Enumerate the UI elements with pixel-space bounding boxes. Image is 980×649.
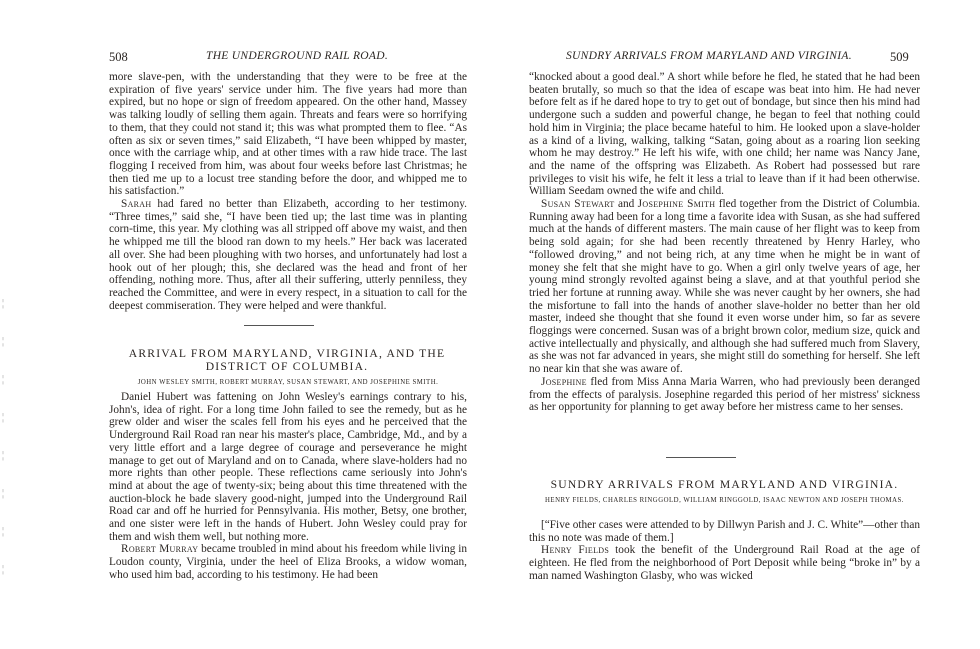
gutter-mark: ¦ [2, 374, 5, 385]
right-column-top [529, 71, 920, 414]
gutter-mark: ¦ [2, 298, 5, 309]
paragraph-text: became troubled in mind about his freedom while living in Loudon county, Virginia, under the heel of Eliza Brooks, a widow woman, who used him bad, according to his testimony. He had been [109, 543, 467, 581]
paragraph [529, 544, 920, 582]
right-column-bottom [529, 519, 920, 583]
paragraph-text: fled from Miss Anna Maria Warren, who had previously been deranged from the effects of paralysis. Josephine regarded this period of her mistress' sickness as her opportunity for planning to get away before her mistress came to her senses. [529, 375, 920, 414]
paragraph: Daniel Hubert was fattening on John Wesley's earnings contrary to his, John's, idea of right. For a long time John failed to see the remedy, but as he grew older and wiser the scales fell from his eyes and he perceived that the Underground Rail Road ran near his master's place, Cambridge, Md., and by a very little effort and a large degree of courage and perseverance he might manage to get out of Maryland and on to Canada, where slave-holders had no more rights than other people. These reflections came seriously into John's mind at about the age of twenty-six; being about this time threatened with the auction-block he bade slavery good-night, jumped into the Underground Rail Road car and off he hurried for Pennsylvania. His mother, Betsy, one brother, and one sister were left in the hands of Hubert. John Wesley could pray for them and wish them well, but nothing more. [109, 391, 467, 543]
right-page [490, 0, 980, 649]
section-title: ARRIVAL FROM MARYLAND, VIRGINIA, AND THE DISTRICT OF COLUMBIA. [128, 347, 446, 373]
paragraph: [“Five other cases were attended to by Dillwyn Parish and J. C. White”—other than this no note was made of them.] [529, 519, 920, 544]
section-divider [244, 325, 314, 326]
person-name: Henry Fields [541, 544, 610, 557]
section-title: SUNDRY ARRIVALS FROM MARYLAND AND VIRGINIA. [550, 478, 899, 491]
page-number: 509 [890, 50, 909, 64]
running-head: SUNDRY ARRIVALS FROM MARYLAND AND VIRGINIA. [566, 50, 852, 62]
section-names: JOHN WESLEY SMITH, ROBERT MURRAY, SUSAN STEWART, AND JOSEPHINE SMITH. [137, 379, 439, 386]
paragraph-text: had fared no better than Elizabeth, according to her testimony. “Three times,” said she, “I have been tied up; the last time was in planting corn-time, this year. My clothing was all stripped off above my waist, and then he whipped me till the blood ran down to my heels.” Her back was lacerated all over. She had been ploughing with two horses, and unfortunately had lost a hook out of her plough; this, she declared was the head and front of her offending, nothing more. Thus, after all their suffering, utterly penniless, they reached the Committee, and were in every respect, in a situation to call for the deepest commiseration. They were helped and were thankful. [109, 198, 467, 312]
person-name: Susan Stewart [541, 198, 615, 211]
gutter-mark: ¦ [2, 564, 5, 575]
gutter-mark: ¦ [2, 412, 5, 423]
gutter-mark: ¦ [2, 488, 5, 499]
paragraph-text: fled together from the District of Columbia. Running away had been for a long time a favorite idea with Susan, as she had suffered much at the hands of different masters. The main cause of her flight was to keep from being sold again; for she had been recently threatened by Henry Harley, who “followed droving,” and not being rich, at any time when he might be in want of money she felt that she might have to go. When a girl only twelve years of age, her young mind strongly revolted against being a slave, and at that youthful period she tried her fortune at running away. While she was never caught by her owners, she had the misfortune to fall into the hands of another slave-holder no better than her old master, indeed she thought that she found it even worse under him, so far as severe floggings were concerned. Susan was of a bright brown color, medium size, quick and active intellectually and physically, and although she had suffered much from Slavery, as she was not far advanced in years, she might still do something for herself. She left no near kin that she was aware of. [529, 198, 920, 376]
left-column-top [109, 71, 467, 312]
person-name: Josephine [541, 375, 587, 388]
paragraph [109, 198, 467, 312]
running-head: THE UNDERGROUND RAIL ROAD. [206, 50, 388, 62]
section-names: HENRY FIELDS, CHARLES RINGGOLD, WILLIAM RINGGOLD, ISAAC NEWTON AND JOSEPH THOMAS. [545, 497, 904, 504]
paragraph-text: and [614, 198, 638, 211]
paragraph: more slave-pen, with the understanding that they were to be free at the expiration of five years' service under him. The five years had more than expired, but no hope or sign of freedom appeared. On the other hand, Massey was talking loudly of selling them again. Threats and fears were so horrifying to them, that they could not stand it; this was what prompted them to flee. “As often as six or seven times,” said Elizabeth, “I have been whipped by master, once with the carriage whip, and at other times with a raw hide trace. The last flogging I received from him, was about four weeks before last Christmas; he then tied me up to a locust tree standing before the door, and whipped me to his satisfaction.” [109, 71, 467, 198]
page-number: 508 [109, 50, 128, 64]
person-name: Josephine Smith [637, 198, 716, 211]
gutter-mark: ¦ [2, 336, 5, 347]
section-divider [666, 457, 736, 458]
paragraph [529, 198, 920, 376]
paragraph-text: took the benefit of the Underground Rail Road at the age of eighteen. He fled from the neighborhood of Port Deposit while being “broke in” by a man named Washington Glasby, who was wicked [529, 544, 920, 582]
left-column-bottom [109, 391, 467, 582]
paragraph: “knocked about a good deal.” A short while before he fled, he stated that he had been beaten brutally, so much so that the idea of escape was beat into him. He had never before felt as if he dared hope to try to get out of bondage, but since then his mind had undergone such a sudden and powerful change, he began to feel that nothing could hold him in Virginia; the place became hateful to him. He looked upon a slave-holder as a kind of a living, walking, talking “Satan, going about as a roaring lion seeking whom he may destroy.” He left his wife, with one child; her name was Nancy Jane, and the name of the offspring was Elizabeth. As Robert had possessed but rare privileges to visit his wife, he felt it less a trial to leave than if it had been otherwise. William Seedam owned the wife and child. [529, 71, 920, 198]
gutter-mark: ¦ [2, 526, 5, 537]
paragraph [109, 543, 467, 581]
person-name: Sarah [121, 198, 152, 211]
person-name: Robert Murray [121, 543, 199, 556]
paragraph [529, 376, 920, 414]
gutter-marks [2, 285, 20, 625]
gutter-mark: ¦ [2, 450, 5, 461]
